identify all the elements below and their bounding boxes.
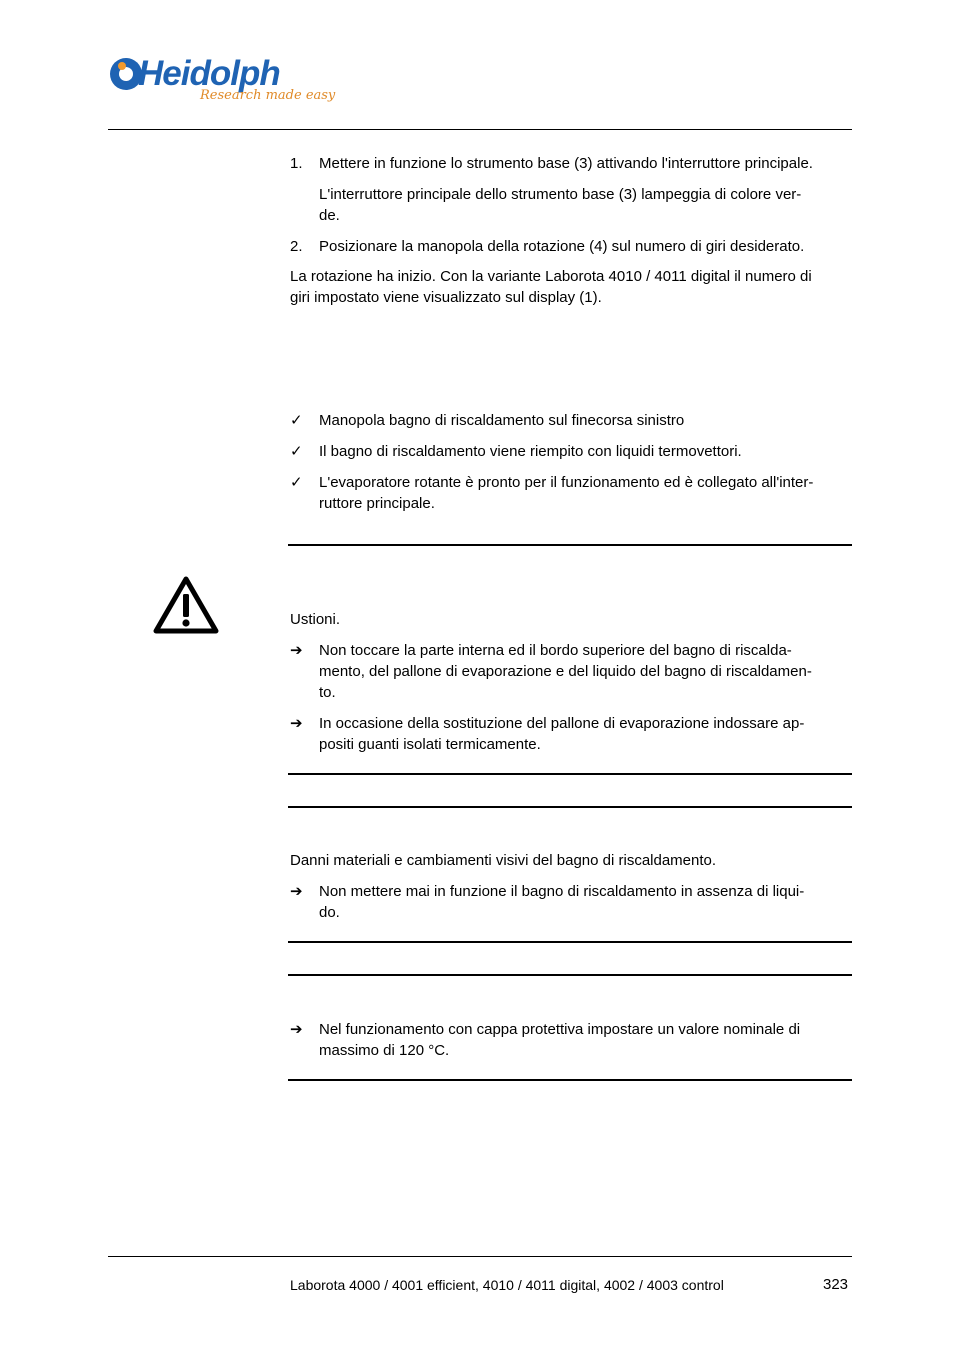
brand-tagline: Research made easy (200, 88, 336, 103)
notice-bottom-rule (288, 941, 852, 943)
step-text: Mettere in funzione lo strumento base (3) attivando l'interruttore principale. (319, 155, 813, 172)
action-line: to. (319, 684, 336, 701)
arrow-right-icon: ➔ (290, 883, 303, 900)
prerequisite-text (319, 472, 851, 514)
result-paragraph (290, 266, 855, 308)
check-icon: ✓ (290, 474, 303, 491)
warning-triangle-icon (152, 575, 220, 635)
arrow-right-icon: ➔ (290, 642, 303, 659)
action-line: massimo di 120 °C. (319, 1042, 450, 1059)
warning-bottom-rule (288, 773, 852, 775)
action-line: Nel funzionamento con cappa protettiva impostare un valore nominale di (319, 1021, 801, 1038)
warning-action-text (319, 640, 851, 703)
result-line: giri impostato viene visualizzato sul display (1). (290, 289, 602, 306)
result-line: La rotazione ha inizio. Con la variante Laborota 4010 / 4011 digital il numero di (290, 268, 812, 285)
prerequisite-text: Il bagno di riscaldamento viene riempito con liquidi termovettori. (319, 443, 742, 460)
brand-name: Heidolph (138, 54, 280, 93)
action-line: Non toccare la parte interna ed il bordo superiore del bagno di riscalda- (319, 642, 792, 659)
check-icon: ✓ (290, 443, 303, 460)
step-result-line: de. (319, 207, 340, 224)
step-text: Posizionare la manopola della rotazione (4) sul numero di giri desiderato. (319, 238, 805, 255)
arrow-right-icon: ➔ (290, 1021, 303, 1038)
notice-hazard: Danni materiali e cambiamenti visivi del bagno di riscaldamento. (290, 852, 717, 869)
notice-bottom-rule (288, 1079, 852, 1081)
header-rule (108, 129, 852, 130)
warning-top-rule (288, 544, 852, 546)
step-result-line: L'interruttore principale dello strumento base (3) lampeggia di colore ver- (319, 186, 802, 203)
warning-hazard: Ustioni. (290, 611, 341, 628)
action-line: do. (319, 904, 340, 921)
prerequisite-text: Manopola bagno di riscaldamento sul finecorsa sinistro (319, 412, 685, 429)
action-line: mento, del pallone di evaporazione e del liquido del bagno di riscaldamen- (319, 663, 812, 680)
footer-product: Laborota 4000 / 4001 efficient, 4010 / 4011 digital, 4002 / 4003 control (290, 1277, 724, 1293)
notice-action-text (319, 881, 851, 923)
notice-top-rule (288, 974, 852, 976)
page-number: 323 (823, 1276, 849, 1293)
check-icon: ✓ (290, 412, 303, 429)
prerequisite-line: ruttore principale. (319, 495, 435, 512)
warning-action-text (319, 713, 851, 755)
notice-action-text (319, 1019, 851, 1061)
action-line: In occasione della sostituzione del pallone di evaporazione indossare ap- (319, 715, 805, 732)
heidolph-logo (108, 52, 336, 114)
step-number: 2. (290, 238, 303, 255)
arrow-right-icon: ➔ (290, 715, 303, 732)
prerequisite-line: L'evaporatore rotante è pronto per il funzionamento ed è collegato all'inter- (319, 474, 814, 491)
action-line: Non mettere mai in funzione il bagno di riscaldamento in assenza di liqui- (319, 883, 805, 900)
footer-rule (108, 1256, 852, 1257)
action-line: positi guanti isolati termicamente. (319, 736, 541, 753)
step-number: 1. (290, 155, 303, 172)
notice-top-rule (288, 806, 852, 808)
